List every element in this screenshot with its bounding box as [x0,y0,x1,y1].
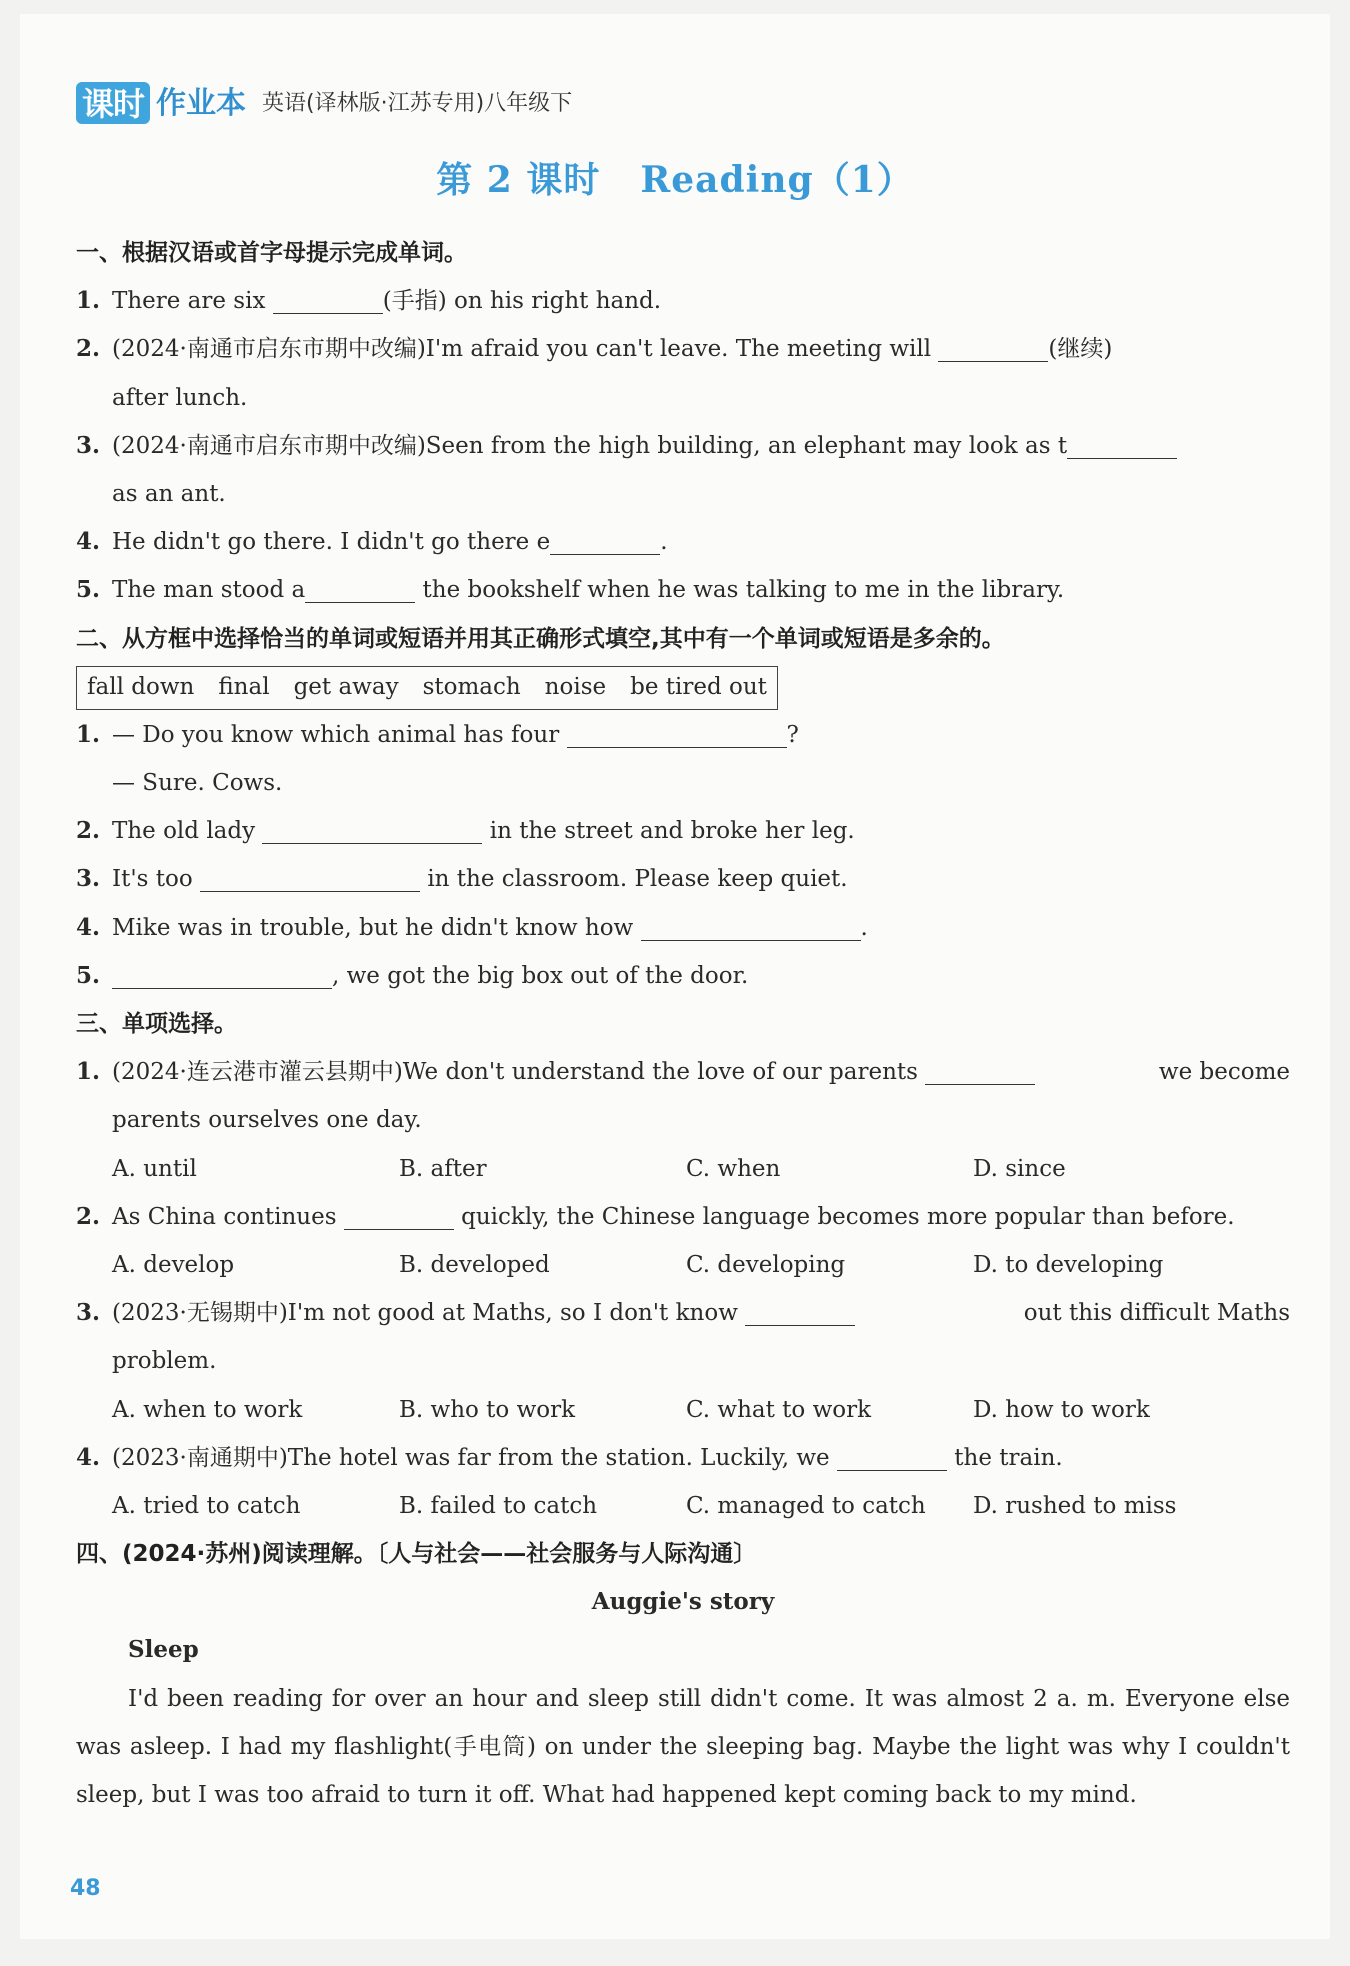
choice-option[interactable]: A. until [112,1155,197,1182]
answer-blank[interactable] [938,333,1048,362]
s2-q4: 4. Mike was in trouble, but he didn't know how . [76,913,868,941]
s3-q3-options [76,1386,1290,1434]
s3-q3: 3. (2023·无锡期中)I'm not good at Maths, so I don't know out this difficult Maths [76,1299,1290,1327]
word-box-row [76,663,1290,711]
s2-q5: 5. , we got the big box out of the door. [76,961,749,989]
choice-option[interactable]: D. rushed to miss [973,1492,1177,1519]
s1-q3-cont: as an ant. [112,480,226,507]
answer-blank[interactable] [200,863,420,892]
word-option: final [218,673,270,700]
choice-option[interactable]: C. developing [686,1251,846,1278]
s2-q3: 3. It's too in the classroom. Please keep quiet. [76,865,848,893]
s1-q5: 5. The man stood a the bookshelf when he was talking to me in the library. [76,576,1065,604]
s1-q2-cont: after lunch. [112,384,248,411]
s1-q3: 3. (2024·南通市启东市期中改编)Seen from the high building, an elephant may look as t [76,422,1290,470]
s3-q4: 4. (2023·南通期中)The hotel was far from the station. Luckily, we the train. [76,1443,1063,1471]
story-title: Auggie's story [591,1588,775,1616]
subject-label: 英语(译林版·江苏专用)八年级下 [262,91,573,116]
word-option: be tired out [630,673,767,700]
s2-q1-cont: — Sure. Cows. [112,770,283,797]
s1-q4: 4. He didn't go there. I didn't go there e . [76,528,668,556]
s3-q2: 2. As China continues quickly, the Chinese language becomes more popular than before. [76,1202,1235,1230]
s3-q2-options [76,1241,1290,1289]
choice-option[interactable]: C. when [686,1155,781,1182]
book-logo-text: 作业本 [156,86,247,121]
answer-blank[interactable] [262,815,482,844]
choice-option[interactable]: D. how to work [973,1396,1150,1423]
choice-option[interactable]: B. failed to catch [399,1492,598,1519]
s2-q2: 2. The old lady in the street and broke her leg. [76,817,855,845]
lesson-name: Reading（1） [640,159,914,201]
word-option: stomach [422,673,521,700]
section3-title: 三、单项选择。 [76,1011,237,1037]
lesson-title [20,152,1330,203]
answer-blank[interactable] [305,574,415,603]
word-option: fall down [87,673,195,700]
s3-q1: 1. (2024·连云港市灌云县期中)We don't understand the love of our parents we become [76,1058,1290,1086]
s2-q1: 1. — Do you know which animal has four ? [76,720,799,748]
section1-title: 一、根据汉语或首字母提示完成单词。 [76,240,467,266]
answer-blank[interactable] [273,285,383,314]
choice-option[interactable]: D. since [973,1155,1066,1182]
lesson-number: 第 2 课时 [436,159,601,201]
s3-q4-options [76,1482,1290,1530]
page-number: 48 [70,1876,101,1901]
workbook-page [20,14,1330,1939]
word-box [76,666,778,710]
choice-option[interactable]: D. to developing [973,1251,1164,1278]
s1-q2: 2. (2024·南通市启东市期中改编)I'm afraid you can't leave. The meeting will (继续) [76,335,1113,363]
answer-blank[interactable] [641,912,861,941]
answer-blank[interactable] [567,719,787,748]
s3-q1-cont: parents ourselves one day. [112,1107,422,1134]
answer-blank[interactable] [925,1056,1035,1085]
choice-option[interactable]: A. when to work [112,1396,303,1423]
s3-q1-options [76,1145,1290,1193]
choice-option[interactable]: A. develop [112,1251,235,1278]
answer-blank[interactable] [745,1297,855,1326]
s3-q3-cont: problem. [112,1348,217,1375]
answer-blank[interactable] [344,1201,454,1230]
story-subhead: Sleep [128,1636,199,1664]
choice-option[interactable]: C. managed to catch [686,1492,926,1519]
answer-blank[interactable] [112,960,332,989]
answer-blank[interactable] [837,1442,947,1471]
choice-option[interactable]: B. after [399,1155,487,1182]
exercise-content [76,229,1290,1819]
answer-blank[interactable] [550,526,660,555]
choice-option[interactable]: C. what to work [686,1396,872,1423]
choice-option[interactable]: B. who to work [399,1396,576,1423]
word-option: noise [544,673,607,700]
s1-q1: 1. There are six (手指) on his right hand. [76,287,662,315]
section4-title: 四、(2024·苏州)阅读理解。〔人与社会——社会服务与人际沟通〕 [76,1541,757,1568]
book-logo-badge: 课时 [76,82,150,124]
word-option: get away [293,673,399,700]
answer-blank[interactable] [1067,430,1177,459]
section2-title: 二、从方框中选择恰当的单词或短语并用其正确形式填空,其中有一个单词或短语是多余的。 [76,625,1005,652]
story-paragraph: I'd been reading for over an hour and sleep still didn't come. It was almost 2 a. m. Everyone else was asleep. I had my flashlight(手电筒) on under the sleeping bag. Maybe the light was why I couldn't sleep, but I was too afraid to turn it off. What had happened kept coming back to my mind. [76,1685,1290,1809]
choice-option[interactable]: B. developed [399,1251,550,1278]
page-header [76,74,572,124]
choice-option[interactable]: A. tried to catch [112,1492,301,1519]
